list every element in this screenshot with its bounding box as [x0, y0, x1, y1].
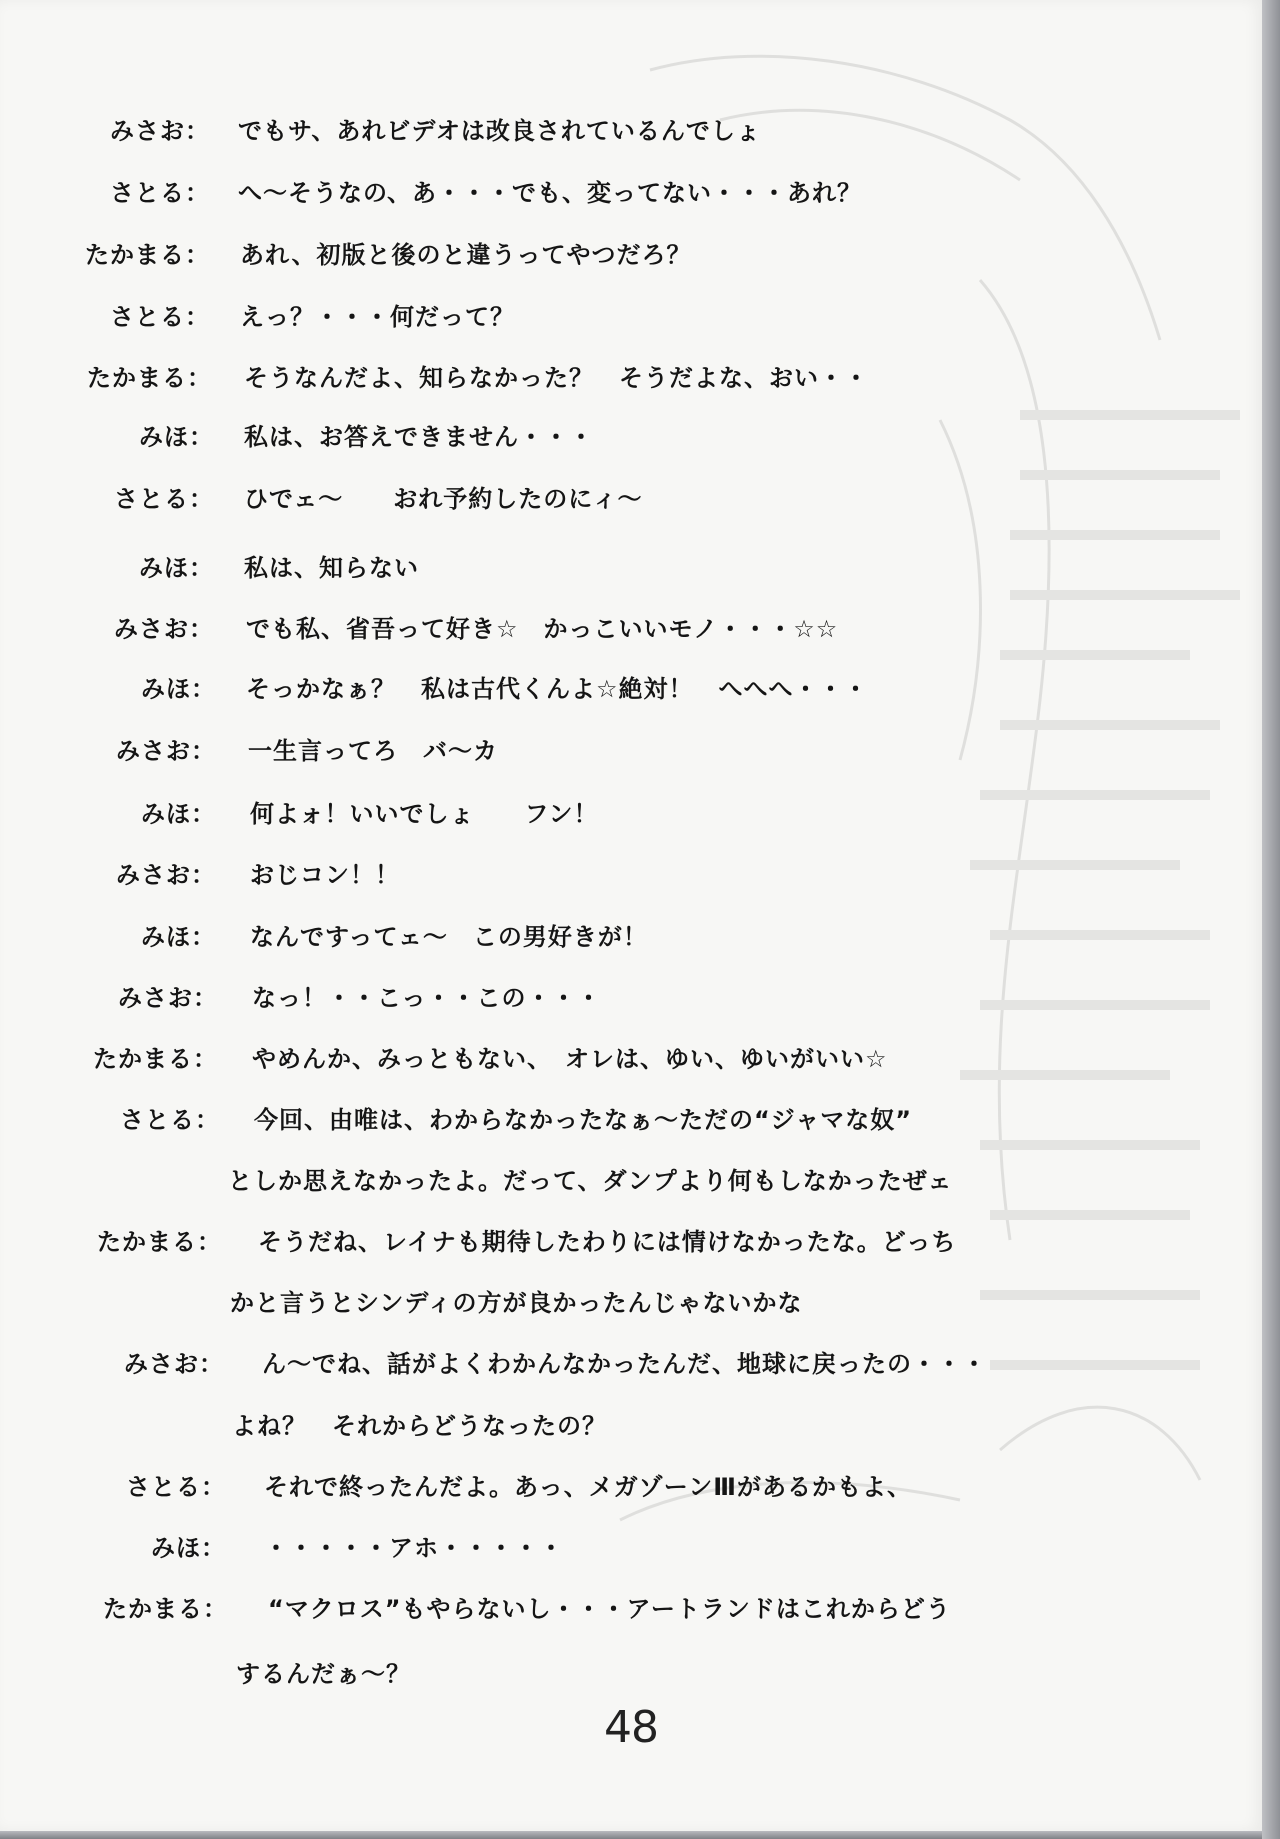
speaker-label: さとる： [114, 485, 214, 513]
page-number: 48 [604, 1702, 658, 1753]
dialogue-text: 私は、知らない [244, 554, 419, 582]
dialogue-continuation-text: としか思えなかったよ。だって、ダンプより何もしなかったぜェ [228, 1167, 953, 1195]
dialogue-text: へ～そうなの、あ・・・でも、変ってない・・・あれ？ [238, 179, 863, 207]
speaker-label: さとる： [110, 303, 210, 331]
speaker-label: みさお： [116, 861, 216, 889]
speaker-label: みほ： [141, 923, 216, 951]
speaker-label: たかまる： [103, 1595, 228, 1623]
dialogue-text: えっ？・・・何だって？ [240, 303, 515, 331]
dialogue-text: やめんか、みっともない、 オレは、ゆい、ゆいがいい☆ [252, 1045, 888, 1073]
dialogue-text: そっかなぁ？ 私は古代くんよ☆絶対！ へへへ・・・ [246, 675, 869, 703]
speaker-label: みさお： [124, 1350, 224, 1378]
dialogue-text: なんですってェ～ この男好きが！ [250, 923, 648, 951]
speaker-label: さとる： [126, 1473, 226, 1501]
dialogue-text: あれ、初版と後のと違うってやつだろ？ [240, 241, 692, 269]
speaker-label: みほ： [141, 675, 216, 703]
dialogue-text: それで終ったんだよ。あっ、メガゾーンⅢがあるかもよ、 [264, 1473, 912, 1501]
speaker-label: みほ： [151, 1534, 226, 1562]
speaker-label: みさお： [110, 117, 210, 145]
dialogue-text: なっ！・・こっ・・この・・・ [252, 984, 602, 1012]
speaker-label: みほ： [139, 554, 214, 582]
speaker-label: みさお： [114, 615, 214, 643]
dialogue-text: 何よォ！いいでしょ フン！ [250, 800, 599, 828]
page-edge-right [1262, 0, 1280, 1839]
dialogue-text: ん～でね、話がよくわかんなかったんだ、地球に戻ったの・・・ [262, 1350, 987, 1378]
dialogue-text: “マクロス”もやらないし・・・アートランドはこれからどう [268, 1595, 951, 1623]
speaker-label: みさお： [116, 737, 216, 765]
speaker-label: みほ： [139, 423, 214, 451]
speaker-label: みさお： [118, 984, 218, 1012]
dialogue-continuation-text: するんだぁ～？ [236, 1660, 411, 1688]
speaker-label: みほ： [141, 800, 216, 828]
dialogue-text: ・・・・・アホ・・・・・ [264, 1534, 564, 1562]
speaker-label: さとる： [120, 1106, 220, 1134]
speaker-label: たかまる： [97, 1228, 222, 1256]
dialogue-text: ひでェ～ おれ予約したのにィ～ [244, 485, 643, 513]
speaker-label: たかまる： [93, 1045, 218, 1073]
dialogue-text: おじコン！！ [250, 861, 400, 889]
dialogue-continuation-text: かと言うとシンディの方が良かったんじゃないかな [230, 1289, 803, 1317]
dialogue-continuation-text: よね？ それからどうなったの？ [232, 1412, 607, 1440]
dialogue-text: 一生言ってろ バ～カ [248, 737, 498, 765]
speaker-label: たかまる： [87, 364, 212, 392]
dialogue-text: そうだね、レイナも期待したわりには情けなかったな。どっち [258, 1228, 957, 1256]
dialogue-text: 私は、お答えできません・・・ [244, 423, 594, 451]
dialogue-text: そうなんだよ、知らなかった？ そうだよな、おい・・ [244, 364, 869, 392]
dialogue-text: 今回、由唯は、わからなかったなぁ～ただの“ジャマな奴” [254, 1106, 913, 1134]
speaker-label: さとる： [110, 179, 210, 207]
dialogue-text: でもサ、あれビデオは改良されているんでしょ [238, 117, 761, 145]
speaker-label: たかまる： [85, 241, 210, 269]
dialogue-text: でも私、省吾って好き☆ かっこいいモノ・・・☆☆ [246, 615, 839, 643]
page-edge-bottom [0, 1831, 1262, 1839]
